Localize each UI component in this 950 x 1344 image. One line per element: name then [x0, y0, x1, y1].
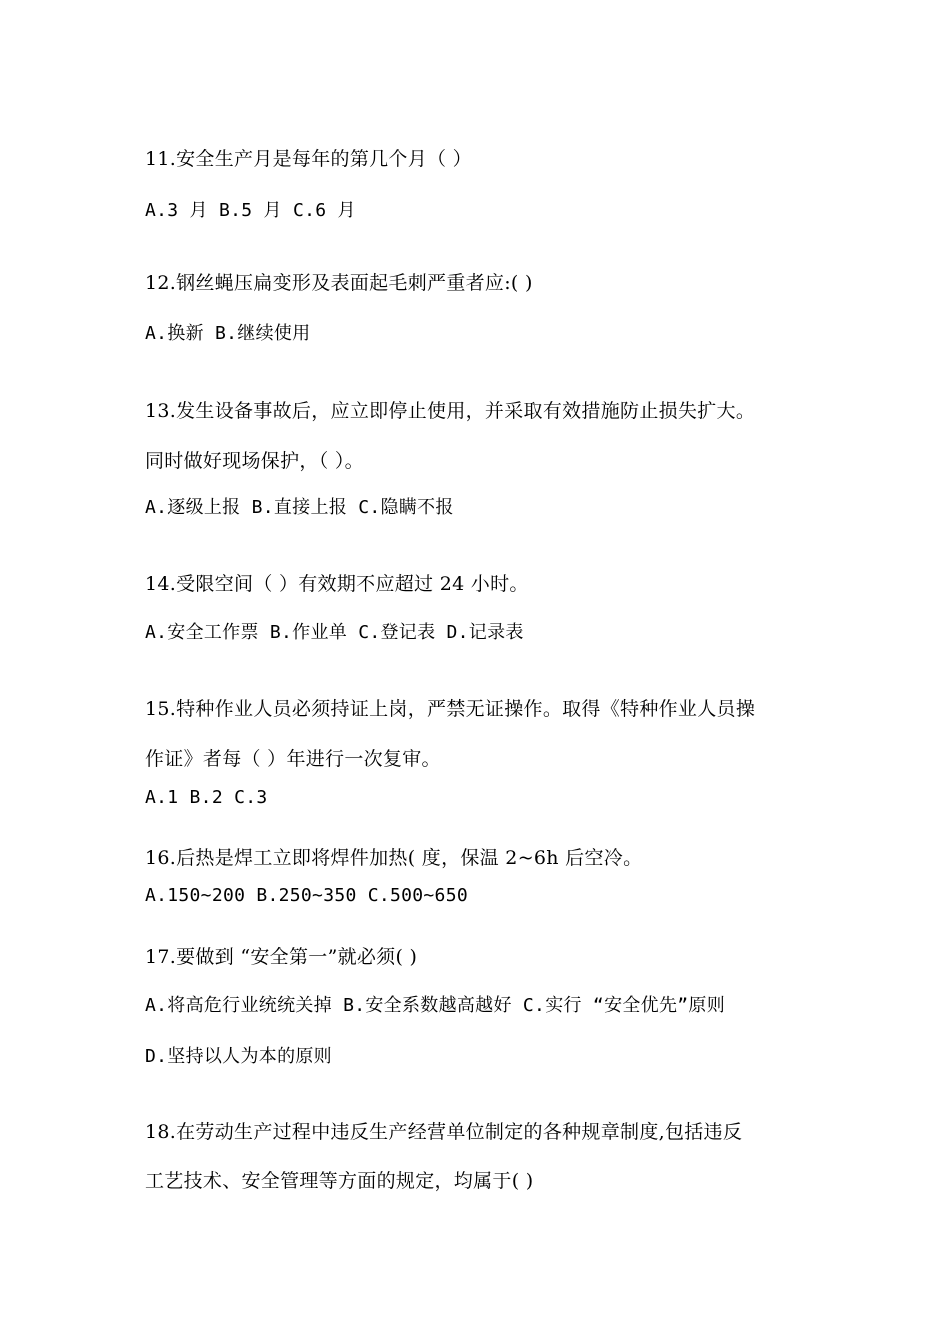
- question-16-text: 16.后热是焊工立即将焊件加热( 度，保温 2~6h 后空冷。: [145, 847, 643, 869]
- question-13-options: A.逐级上报 B.直接上报 C.隐瞒不报: [145, 497, 454, 518]
- question-11-options: A.3 月 B.5 月 C.6 月: [145, 200, 356, 221]
- question-15-options: A.1 B.2 C.3: [145, 787, 268, 808]
- question-12-text: 12.钢丝蝇压扁变形及表面起毛刺严重者应:( ): [145, 272, 533, 294]
- question-16-options: A.150~200 B.250~350 C.500~650: [145, 885, 468, 906]
- question-12-options: A.换新 B.继续使用: [145, 323, 311, 344]
- question-17-options-line-2: D.坚持以人为本的原则: [145, 1046, 332, 1067]
- question-13-text-line-2: 同时做好现场保护，（ ）。: [145, 450, 364, 472]
- question-14-options: A.安全工作票 B.作业单 C.登记表 D.记录表: [145, 622, 524, 643]
- question-15-text-line-1: 15.特种作业人员必须持证上岗，严禁无证操作。取得《特种作业人员操: [145, 698, 756, 720]
- question-18-text-line-2: 工艺技术、安全管理等方面的规定，均属于( ): [145, 1170, 534, 1192]
- question-11-text: 11.安全生产月是每年的第几个月（ ）: [145, 148, 472, 170]
- question-18-text-line-1: 18.在劳动生产过程中违反生产经营单位制定的各种规章制度,包括违反: [145, 1121, 743, 1143]
- question-15-text-line-2: 作证》者每（ ）年进行一次复审。: [145, 748, 441, 770]
- question-17-options-line-1: A.将高危行业统统关掉 B.安全系数越高越好 C.实行 “安全优先”原则: [145, 995, 726, 1016]
- question-14-text: 14.受限空间（ ）有效期不应超过 24 小时。: [145, 573, 529, 595]
- question-17-text: 17.要做到 “安全第一”就必须( ): [145, 946, 418, 968]
- question-13-text-line-1: 13.发生设备事故后，应立即停止使用，并采取有效措施防止损失扩大。: [145, 400, 756, 422]
